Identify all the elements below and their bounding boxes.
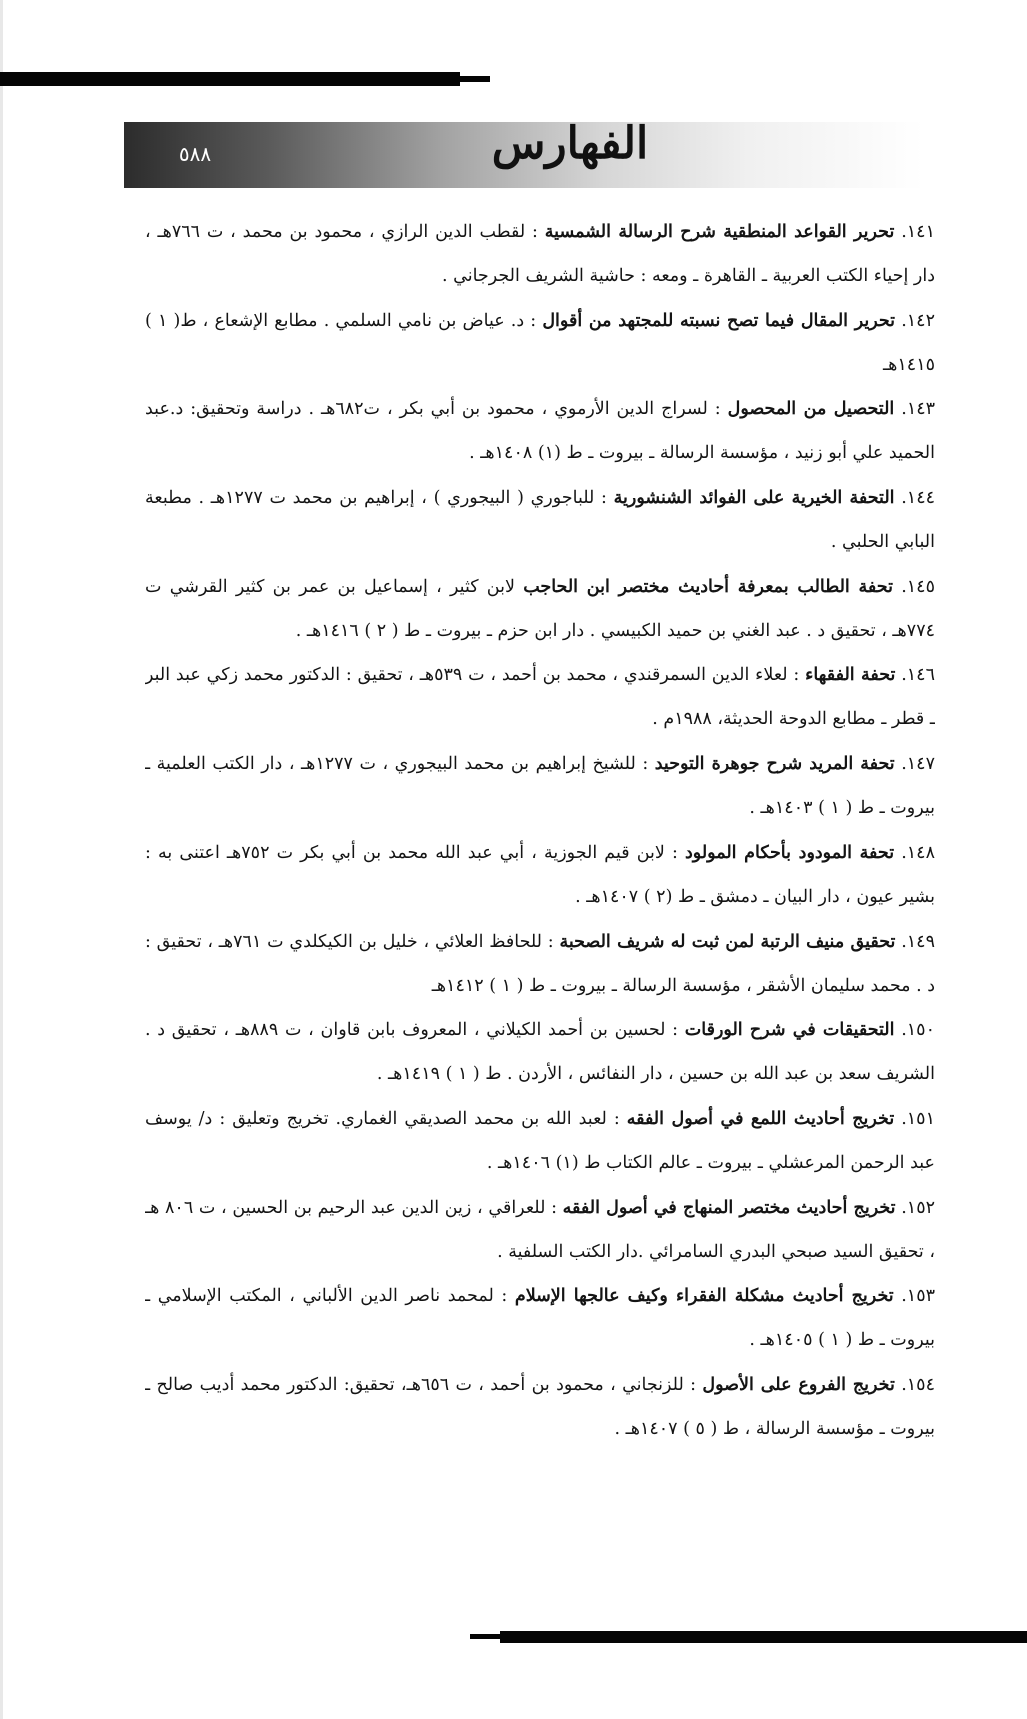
entry-title: تحرير المقال فيما تصح نسبته للمجتهد من أقوال: [542, 310, 896, 331]
entry-number: ١٤٤.: [901, 488, 935, 509]
list-item: [145, 1008, 935, 1097]
entry-title: التحصيل من المحصول: [727, 399, 895, 420]
entry-body: : لعبد الله بن محمد الصديقي الغماري. تخريج وتعليق : د/ يوسف عبد الرحمن المرعشلي ـ بيروت ـ عالم الكتاب ط (١) ١٤٠٦هـ .: [145, 1108, 935, 1173]
list-item: [145, 476, 935, 565]
entry-number: ١٤٨.: [901, 842, 935, 863]
entry-title: تخريج الفروع على الأصول: [702, 1374, 895, 1395]
entry-body: لابن كثير ، إسماعيل بن عمر بن كثير القرشي ت ٧٧٤هـ ، تحقيق د . عبد الغني بن حميد الكبيسي . دار ابن حزم ـ بيروت ـ ط ( ٢ ) ١٤١٦هـ .: [145, 576, 935, 641]
entry-body: : لحسين بن أحمد الكيلاني ، المعروف بابن قاوان ، ت ٨٨٩هـ ، تحقيق د . الشريف سعد بن عبد الله بن حسين ، دار النفائس ، الأردن . ط ( ١ ) ١٤١٩هـ .: [145, 1020, 935, 1085]
entry-body: : للعراقي ، زين الدين عبد الرحيم بن الحسين ، ت ٨٠٦ هـ ، تحقيق السيد صبحي البدري السامرائي .دار الكتب السلفية .: [145, 1197, 935, 1262]
entry-number: ١٥١.: [901, 1108, 935, 1129]
entry-body: : لسراج الدين الأرموي ، محمود بن أبي بكر ، ت٦٨٢هـ . دراسة وتحقيق: د.عبد الحميد علي أبو زنيد ، مؤسسة الرسالة ـ بيروت ـ ط (١) ١٤٠٨هـ .: [145, 399, 935, 464]
entry-title: تخريج أحاديث مشكلة الفقراء وكيف عالجها الإسلام: [514, 1286, 894, 1307]
entry-title: تحفة الطالب بمعرفة أحاديث مختصر ابن الحاجب: [523, 576, 893, 597]
entry-body: : للحافظ العلائي ، خليل بن الكيكلدي ت ٧٦١هـ ، تحقيق : د . محمد سليمان الأشقر ، مؤسسة الرسالة ـ بيروت ـ ط ( ١ ) ١٤١٢هـ: [145, 931, 935, 996]
entry-title: التحقيقات في شرح الورقات: [684, 1020, 895, 1041]
page-title: الفهارس: [491, 118, 649, 169]
top-rule: [0, 72, 460, 86]
entry-body: : د. عياض بن نامي السلمي . مطابع الإشعاع ، ط( ١ ) ١٤١٥هـ: [145, 310, 935, 375]
list-item: [145, 565, 935, 654]
list-item: [145, 1363, 935, 1452]
entry-title: تحقيق منيف الرتبة لمن ثبت له شريف الصحبة: [559, 931, 896, 952]
entry-title: تحفة المريد شرح جوهرة التوحيد: [654, 754, 895, 775]
list-item: [145, 387, 935, 476]
page-number: ٥٨٨: [178, 142, 212, 166]
entry-title: تحفة المودود بأحكام المولود: [685, 842, 895, 863]
list-item: [145, 920, 935, 1009]
entry-number: ١٤٧.: [901, 754, 935, 775]
entry-number: ١٤٩.: [901, 931, 935, 952]
list-item: [145, 1186, 935, 1275]
entry-number: ١٤١.: [901, 222, 935, 242]
entry-number: ١٥٣.: [901, 1286, 935, 1307]
entry-number: ١٤٥.: [901, 576, 935, 597]
entry-title: تحفة الفقهاء: [805, 665, 896, 686]
entry-title: تخريج أحاديث مختصر المنهاج في أصول الفقه: [562, 1197, 896, 1218]
entry-body: : للشيخ إبراهيم بن محمد البيجوري ، ت ١٢٧٧هـ ، دار الكتب العلمية ـ بيروت ـ ط ( ١ ) ١٤٠٣هـ .: [145, 754, 935, 819]
list-item: [145, 1274, 935, 1363]
entry-number: ١٤٣.: [901, 399, 935, 420]
entry-body: : لعلاء الدين السمرقندي ، محمد بن أحمد ، ت ٥٣٩هـ ، تحقيق : الدكتور محمد زكي عبد البر ـ قطر ـ مطابع الدوحة الحديثة، ١٩٨٨م .: [145, 665, 935, 730]
entry-body: : للباجوري ( البيجوري ) ، إبراهيم بن محمد ت ١٢٧٧هـ . مطبعة البابي الحلبي .: [145, 488, 935, 553]
list-item: [145, 299, 935, 388]
entry-body: : لمحمد ناصر الدين الألباني ، المكتب الإسلامي ـ بيروت ـ ط ( ١ ) ١٤٠٥هـ .: [145, 1286, 935, 1351]
bibliography-list: [145, 210, 935, 1452]
list-item: [145, 831, 935, 920]
entry-body: : للزنجاني ، محمود بن أحمد ، ت ٦٥٦هـ، تحقيق: الدكتور محمد أديب صالح ـ بيروت ـ مؤسسة الرسالة ، ط ( ٥ ) ١٤٠٧هـ .: [145, 1374, 935, 1439]
entry-number: ١٥٢.: [901, 1197, 935, 1218]
entry-number: ١٥٠.: [901, 1020, 935, 1041]
list-item: [145, 1097, 935, 1186]
entry-number: ١٤٦.: [901, 665, 935, 686]
page-edge: [0, 0, 3, 1719]
entry-number: ١٥٤.: [901, 1374, 935, 1395]
entry-title: تحرير القواعد المنطقية شرح الرسالة الشمسية: [544, 222, 895, 242]
list-item: [145, 210, 935, 299]
entry-body: : لابن قيم الجوزية ، أبي عبد الله محمد بن أبي بكر ت ٧٥٢هـ اعتنى به : بشير عيون ، دار البيان ـ دمشق ـ ط (٢ ) ١٤٠٧هـ .: [145, 842, 935, 907]
list-item: [145, 742, 935, 831]
entry-body: : لقطب الدين الرازي ، محمود بن محمد ، ت ٧٦٦هـ ، دار إحياء الكتب العربية ـ القاهرة ـ ومعه : حاشية الشريف الجرجاني .: [145, 222, 935, 286]
bottom-rule: [500, 1631, 1027, 1643]
entry-number: ١٤٢.: [901, 310, 935, 331]
entry-title: التحفة الخيرية على الفوائد الشنشورية: [613, 488, 895, 509]
list-item: [145, 653, 935, 742]
entry-title: تخريج أحاديث اللمع في أصول الفقه: [626, 1108, 895, 1129]
